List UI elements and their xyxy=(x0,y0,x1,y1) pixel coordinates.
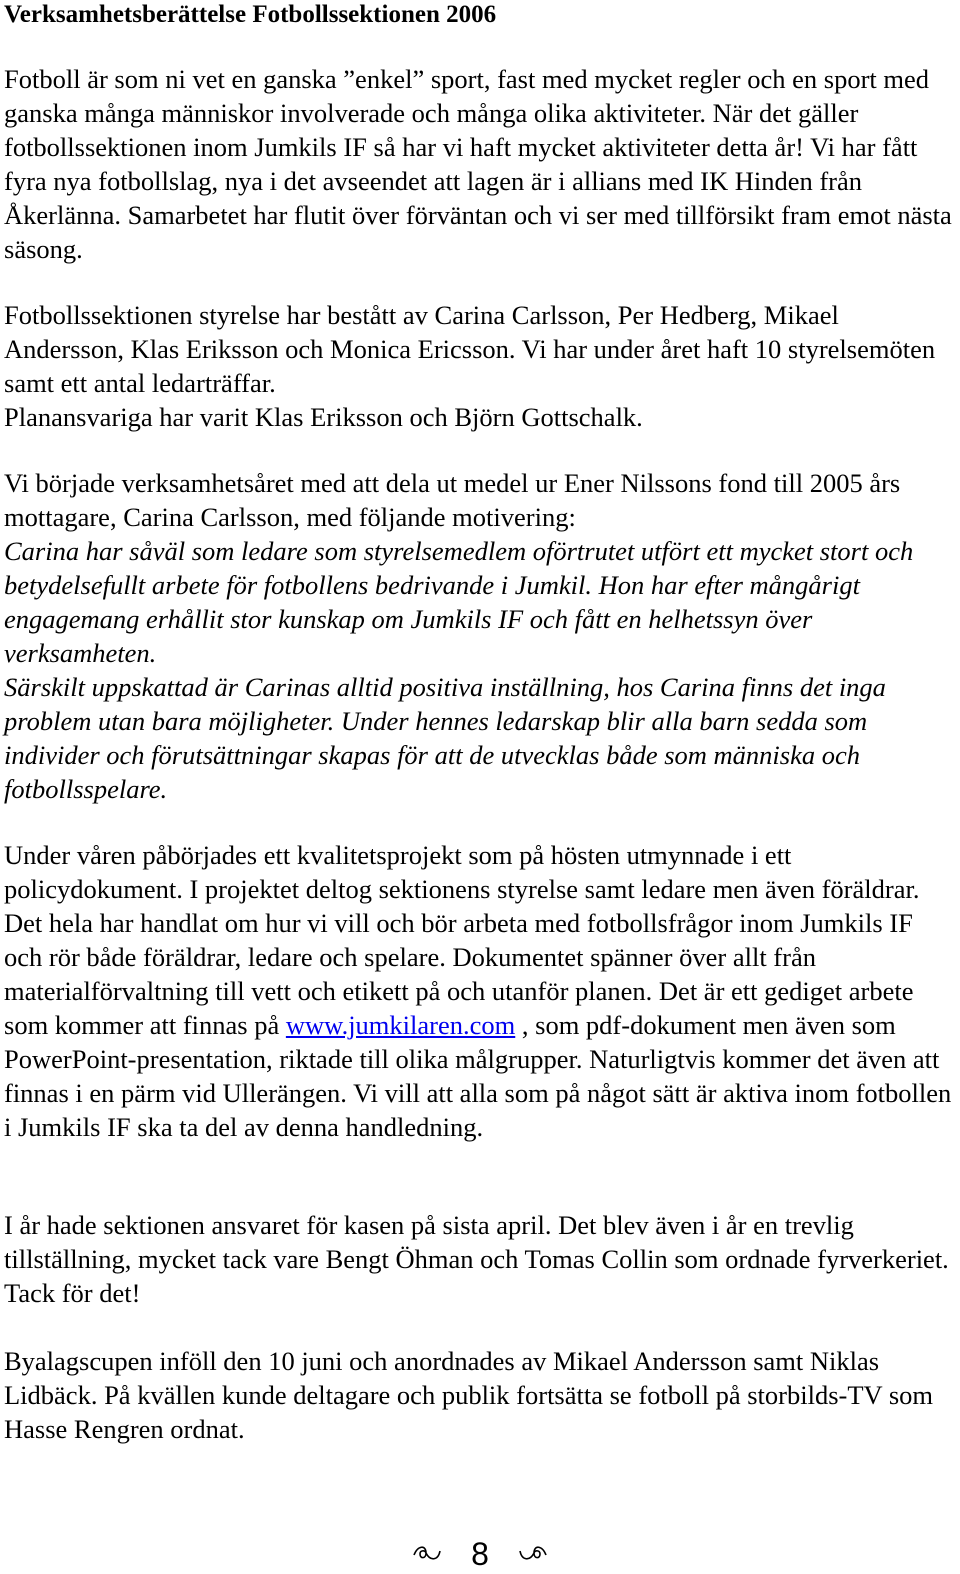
paragraph-quality-project xyxy=(4,838,956,1144)
paragraph-byalagscup: Byalagscupen inföll den 10 juni och anordnades av Mikael Andersson samt Niklas Lidbäck. På kvällen kunde deltagare och publik fortsätta se fotboll på storbilds-TV som Hasse Rengren ordnat. xyxy=(4,1346,934,1444)
document-title: Verksamhetsberättelse Fotbollssektionen 2006 xyxy=(4,1,497,28)
ornament-left-icon xyxy=(412,1534,442,1574)
paragraph-fund-intro: Vi började verksamhetsåret med att dela ut medel ur Ener Nilssons fond till 2005 års mottagare, Carina Carlsson, med följande motivering: xyxy=(4,468,901,532)
paragraph-board xyxy=(4,298,956,434)
page-number: 8 xyxy=(471,1536,489,1573)
paragraph-intro: Fotboll är som ni vet en ganska ”enkel” sport, fast med mycket regler och en sport med ganska många människor involverade och många olika aktiviteter. När det gäller fotbollssektionen inom Jumkils IF så har vi haft mycket aktiviteter detta år! Vi har fått fyra nya fotbollslag, nya i det avseendet att lagen är i allians med IK Hinden från Åkerlänna. Samarbetet har flutit över förväntan och vi ser med tillförsikt fram emot nästa säsong. xyxy=(4,64,952,264)
paragraph-bonfire: I år hade sektionen ansvaret för kasen på sista april. Det blev även i år en trevlig tillställning, mycket tack vare Bengt Öhman och Tomas Collin som ordnade fyrverkeriet. Tack för det! xyxy=(4,1210,949,1308)
motivation-quote-2: Särskilt uppskattad är Carinas alltid positiva inställning, hos Carina finns det inga problem utan bara möjligheter. Under hennes ledarskap blir alla barn sedda som individer och förutsättningar skapas för att de utvecklas både som människa och fotbollsspelare. xyxy=(4,672,886,804)
paragraph-board-text: Fotbollssektionen styrelse har bestått av Carina Carlsson, Per Hedberg, Mikael Andersson, Klas Eriksson och Monica Ericsson. Vi har under året haft 10 styrelsemöten samt ett antal ledarträffar. xyxy=(4,300,936,398)
paragraph-fund xyxy=(4,466,956,806)
paragraph-quality-text-2: , som pdf-dokument men även som PowerPoint-presentation, riktade till olika målgrupper. Naturligtvis kommer det även att finnas i en pärm vid Ullerängen. Vi vill att alla som på något sätt är aktiva inom fotbollen i Jumkils IF ska ta del av denna handledning. xyxy=(4,1010,952,1142)
jumkilaren-link[interactable]: www.jumkilaren.com xyxy=(285,1010,516,1040)
page-footer xyxy=(0,1532,960,1574)
ornament-right-icon xyxy=(518,1534,548,1574)
document-page xyxy=(4,0,956,1444)
paragraph-quality-text-1: Under våren påbörjades ett kvalitetsprojekt som på hösten utmynnade i ett policydokument. I projektet deltog sektionens styrelse samt ledare men även föräldrar. Det hela har handlat om hur vi vill och bör arbeta med fotbollsfrågor inom Jumkils IF och rör både föräldrar, ledare och spelare. Dokumentet spänner över allt från materialförvaltning till vett och etikett på och utanför planen. Det är ett gediget arbete som kommer att finnas på xyxy=(4,840,920,1040)
paragraph-field-managers: Planansvariga har varit Klas Eriksson och Björn Gottschalk. xyxy=(4,402,643,432)
motivation-quote-1: Carina har såväl som ledare som styrelsemedlem oförtrutet utfört ett mycket stort och betydelsefullt arbete för fotbollens bedrivande i Jumkil. Hon har efter mångårigt engagemang erhållit stor kunskap om Jumkils IF och fått en helhetssyn över verksamheten. xyxy=(4,536,914,668)
